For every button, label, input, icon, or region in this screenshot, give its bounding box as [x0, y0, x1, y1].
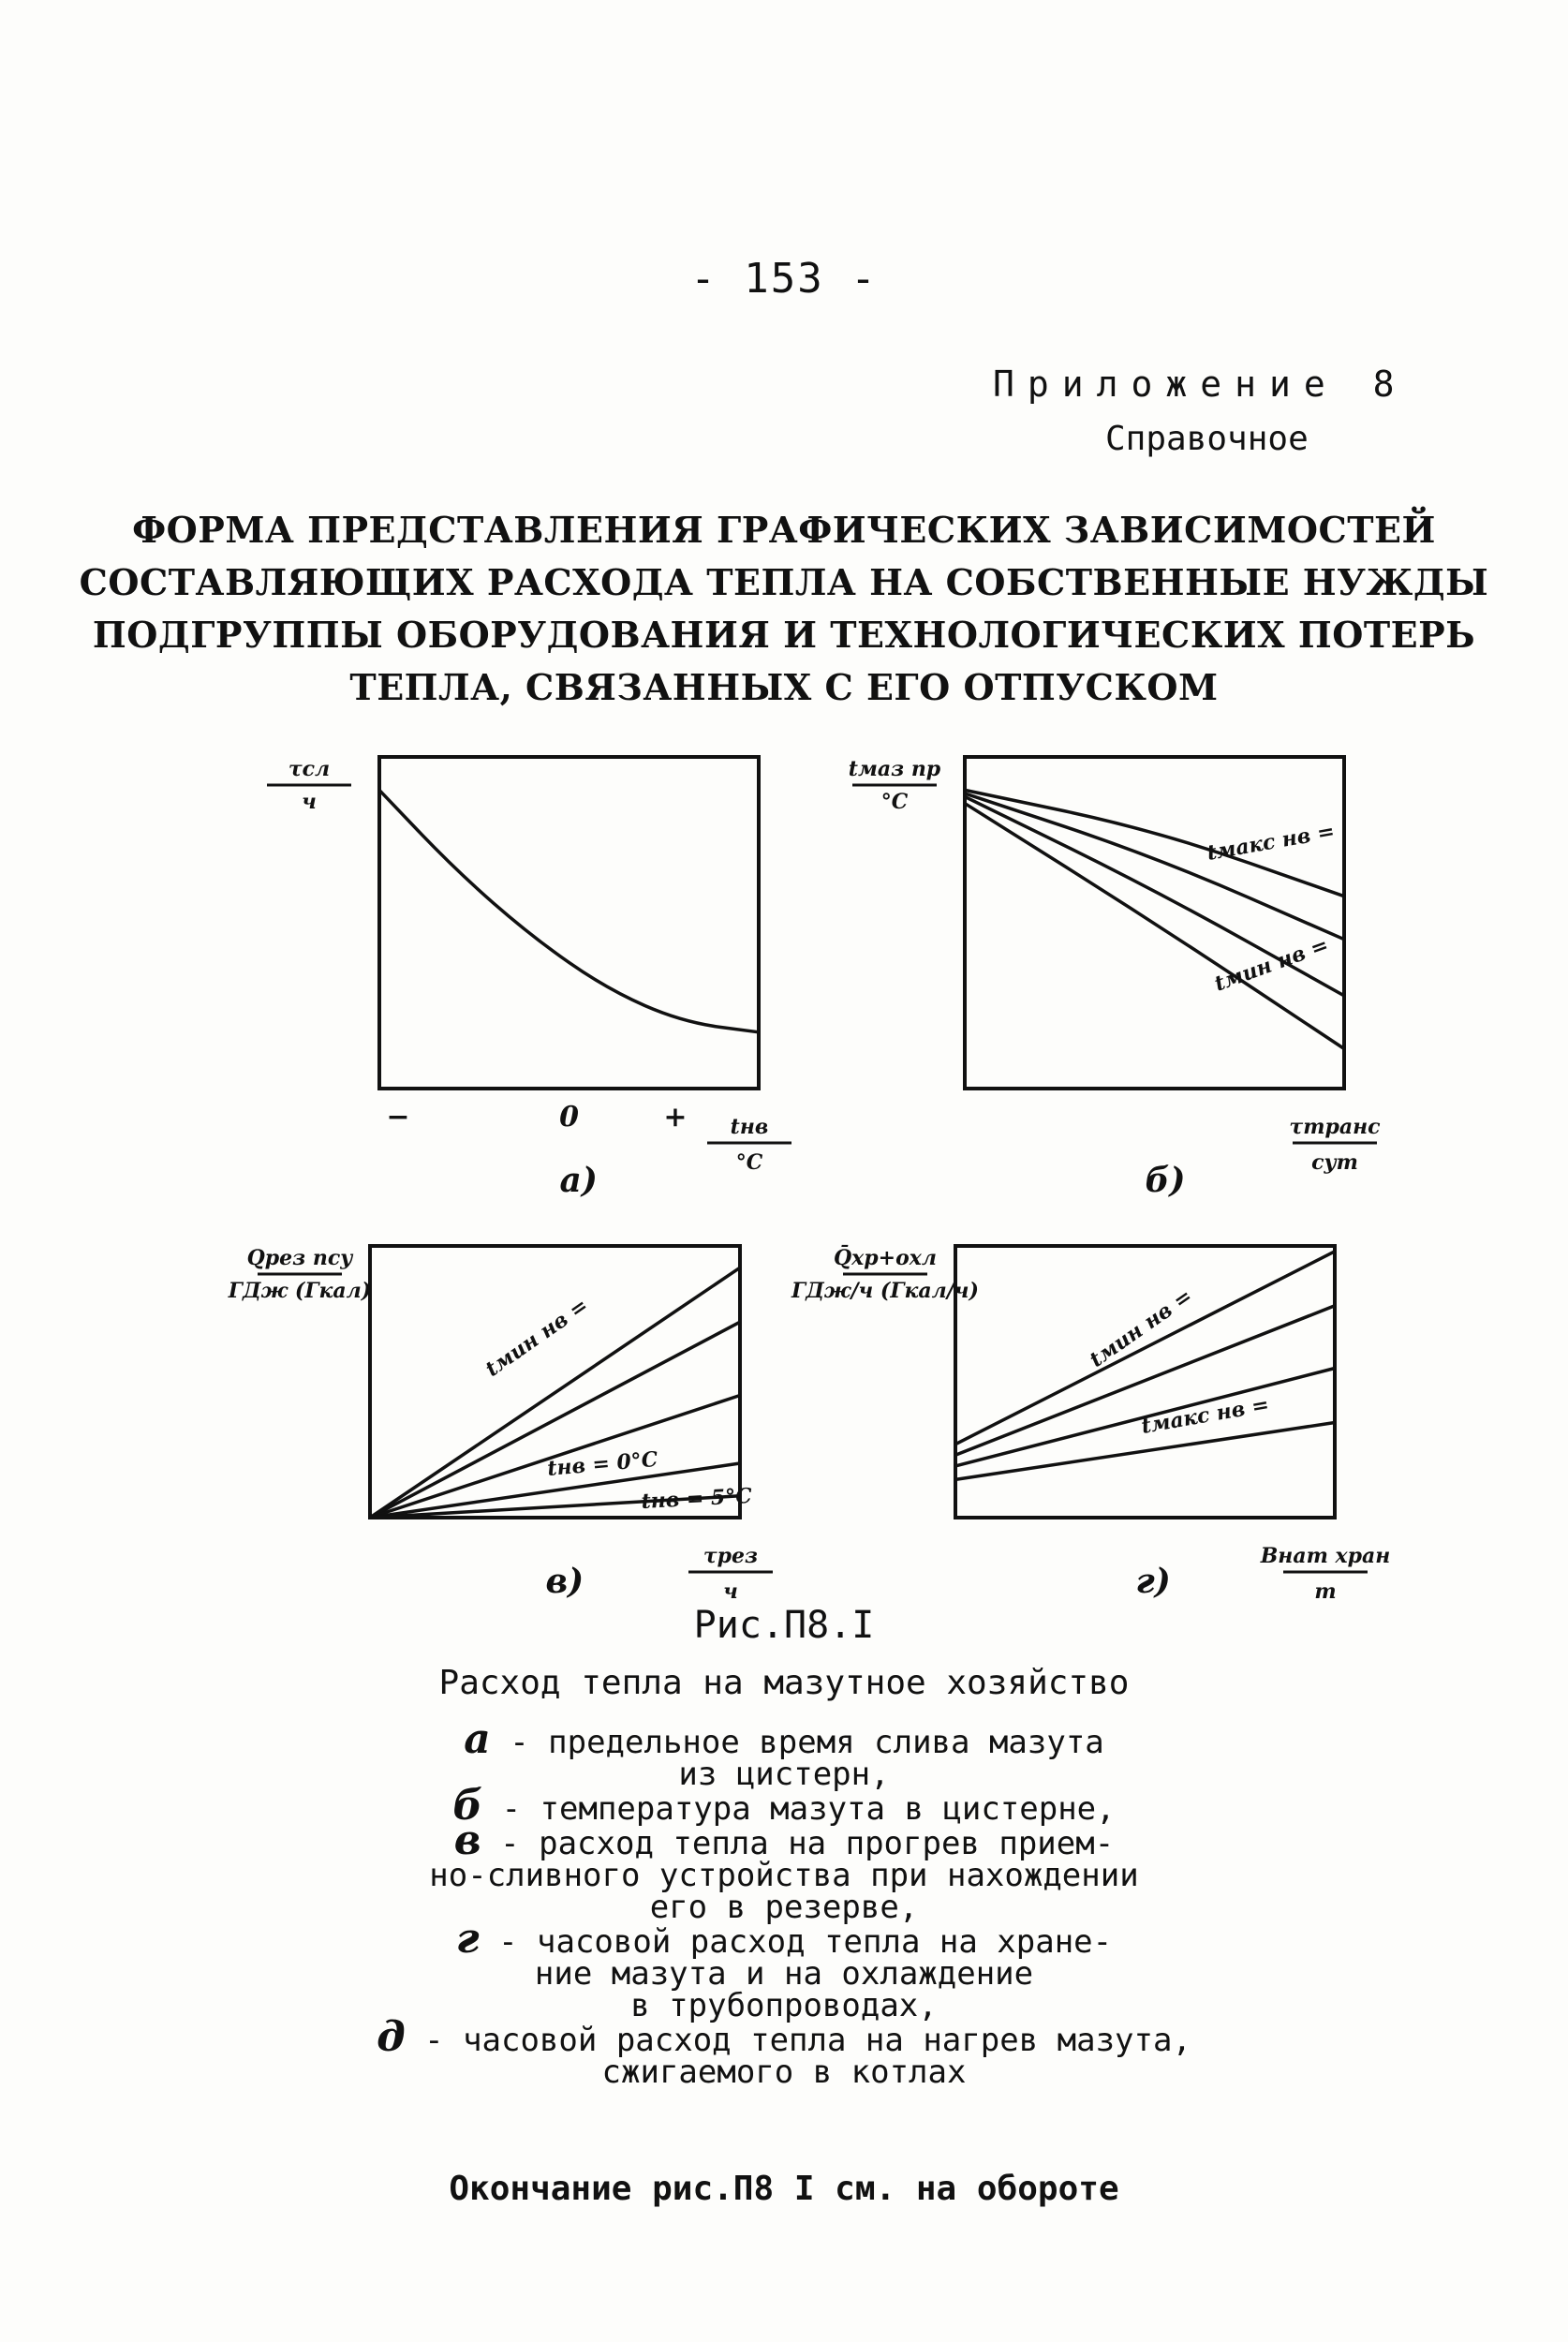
title-line: СОСТАВЛЯЮЩИХ РАСХОДА ТЕПЛА НА СОБСТВЕННЫЕ НУЖДЫ — [79, 561, 1489, 603]
caption-title: Рис.П8.I — [693, 1604, 875, 1647]
panel-label: б) — [1145, 1161, 1186, 1200]
curve-annotation: tмин нв = — [1085, 1283, 1197, 1372]
curve-annotation: tмакс нв = — [1205, 819, 1337, 866]
legend-line: ние мазута и на охлаждение — [534, 1955, 1034, 1993]
x-axis-label: Bнат хран — [1260, 1544, 1391, 1568]
curve-annotation: tнв = 5°C — [640, 1483, 753, 1514]
x-axis-label: τрез — [703, 1544, 759, 1568]
page-number: - 153 - — [690, 255, 878, 303]
curve-annotation: tнв = 0°C — [546, 1446, 659, 1481]
y-axis-unit: °C — [880, 790, 909, 814]
y-axis-unit: ч — [302, 790, 317, 814]
x-axis-unit: сут — [1311, 1150, 1358, 1175]
x-axis-unit: °C — [735, 1150, 763, 1175]
panel-label: в) — [545, 1562, 584, 1601]
legend-line: сжигаемого в котлах — [601, 2053, 967, 2091]
x-tick-label: + — [663, 1101, 688, 1134]
legend-line: в - расход тепла на прогрев прием- — [453, 1816, 1115, 1864]
caption-subtitle: Расход тепла на мазутное хозяйство — [438, 1664, 1130, 1702]
legend-mark: д — [377, 2013, 406, 2061]
title-line: ПОДГРУППЫ ОБОРУДОВАНИЯ И ТЕХНОЛОГИЧЕСКИХ ПОТЕРЬ — [92, 614, 1476, 656]
legend-line: из цистерн, — [678, 1756, 890, 1793]
legend-line: его в резерве, — [649, 1889, 919, 1926]
series-line — [379, 790, 759, 1031]
y-axis-label: tмаз пр — [848, 757, 941, 781]
legend-mark: б — [452, 1782, 483, 1830]
series-line — [965, 793, 1344, 940]
appendix-note: Справочное — [1105, 420, 1309, 458]
legend-mark: г — [455, 1915, 480, 1963]
appendix-label: Приложение 8 — [993, 363, 1408, 405]
title-line: ТЕПЛА, СВЯЗАННЫХ С ЕГО ОТПУСКОМ — [349, 666, 1219, 708]
x-tick-label: − — [386, 1101, 410, 1134]
legend-mark: в — [453, 1816, 481, 1864]
x-axis-label: tнв — [730, 1115, 769, 1139]
footer-note: Окончание рис.П8 I см. на обороте — [449, 2170, 1119, 2208]
legend-line: б - температура мазута в цистерне, — [452, 1782, 1116, 1830]
legend-line: г - часовой расход тепла на хране- — [455, 1915, 1113, 1963]
y-axis-unit: ГДж (Гкал) — [228, 1279, 372, 1303]
panel-label: г) — [1135, 1562, 1171, 1601]
x-axis-label: τтранс — [1289, 1115, 1381, 1139]
y-axis-label: Q̄хр+охл — [834, 1246, 937, 1270]
y-axis-label: τсл — [288, 757, 331, 781]
legend-mark: а — [464, 1715, 491, 1763]
caption-legend — [0, 1715, 1568, 2091]
curve-annotation: tмин нв = — [481, 1293, 593, 1382]
curve-annotation: tмин нв = — [1211, 932, 1332, 997]
legend-line: а - предельное время слива мазута — [464, 1715, 1104, 1763]
legend-line: в трубопроводах, — [630, 1987, 938, 2024]
y-axis-label: Qрез пcу — [246, 1246, 353, 1270]
legend-line: но-сливного устройства при нахождении — [429, 1857, 1139, 1894]
y-axis-unit: ГДж/ч (Гкал/ч) — [791, 1279, 979, 1303]
curve-annotation: tмакс нв = — [1139, 1392, 1271, 1439]
title-line: ФОРМА ПРЕДСТАВЛЕНИЯ ГРАФИЧЕСКИХ ЗАВИСИМОСТЕЙ — [132, 509, 1436, 551]
x-axis-unit: т — [1314, 1579, 1337, 1604]
x-axis-unit: ч — [723, 1579, 738, 1604]
chart-frame — [379, 757, 759, 1089]
x-tick-label: 0 — [559, 1101, 579, 1134]
panel-label: а) — [559, 1161, 598, 1200]
legend-line: д - часовой расход тепла на нагрев мазута, — [377, 2013, 1191, 2061]
